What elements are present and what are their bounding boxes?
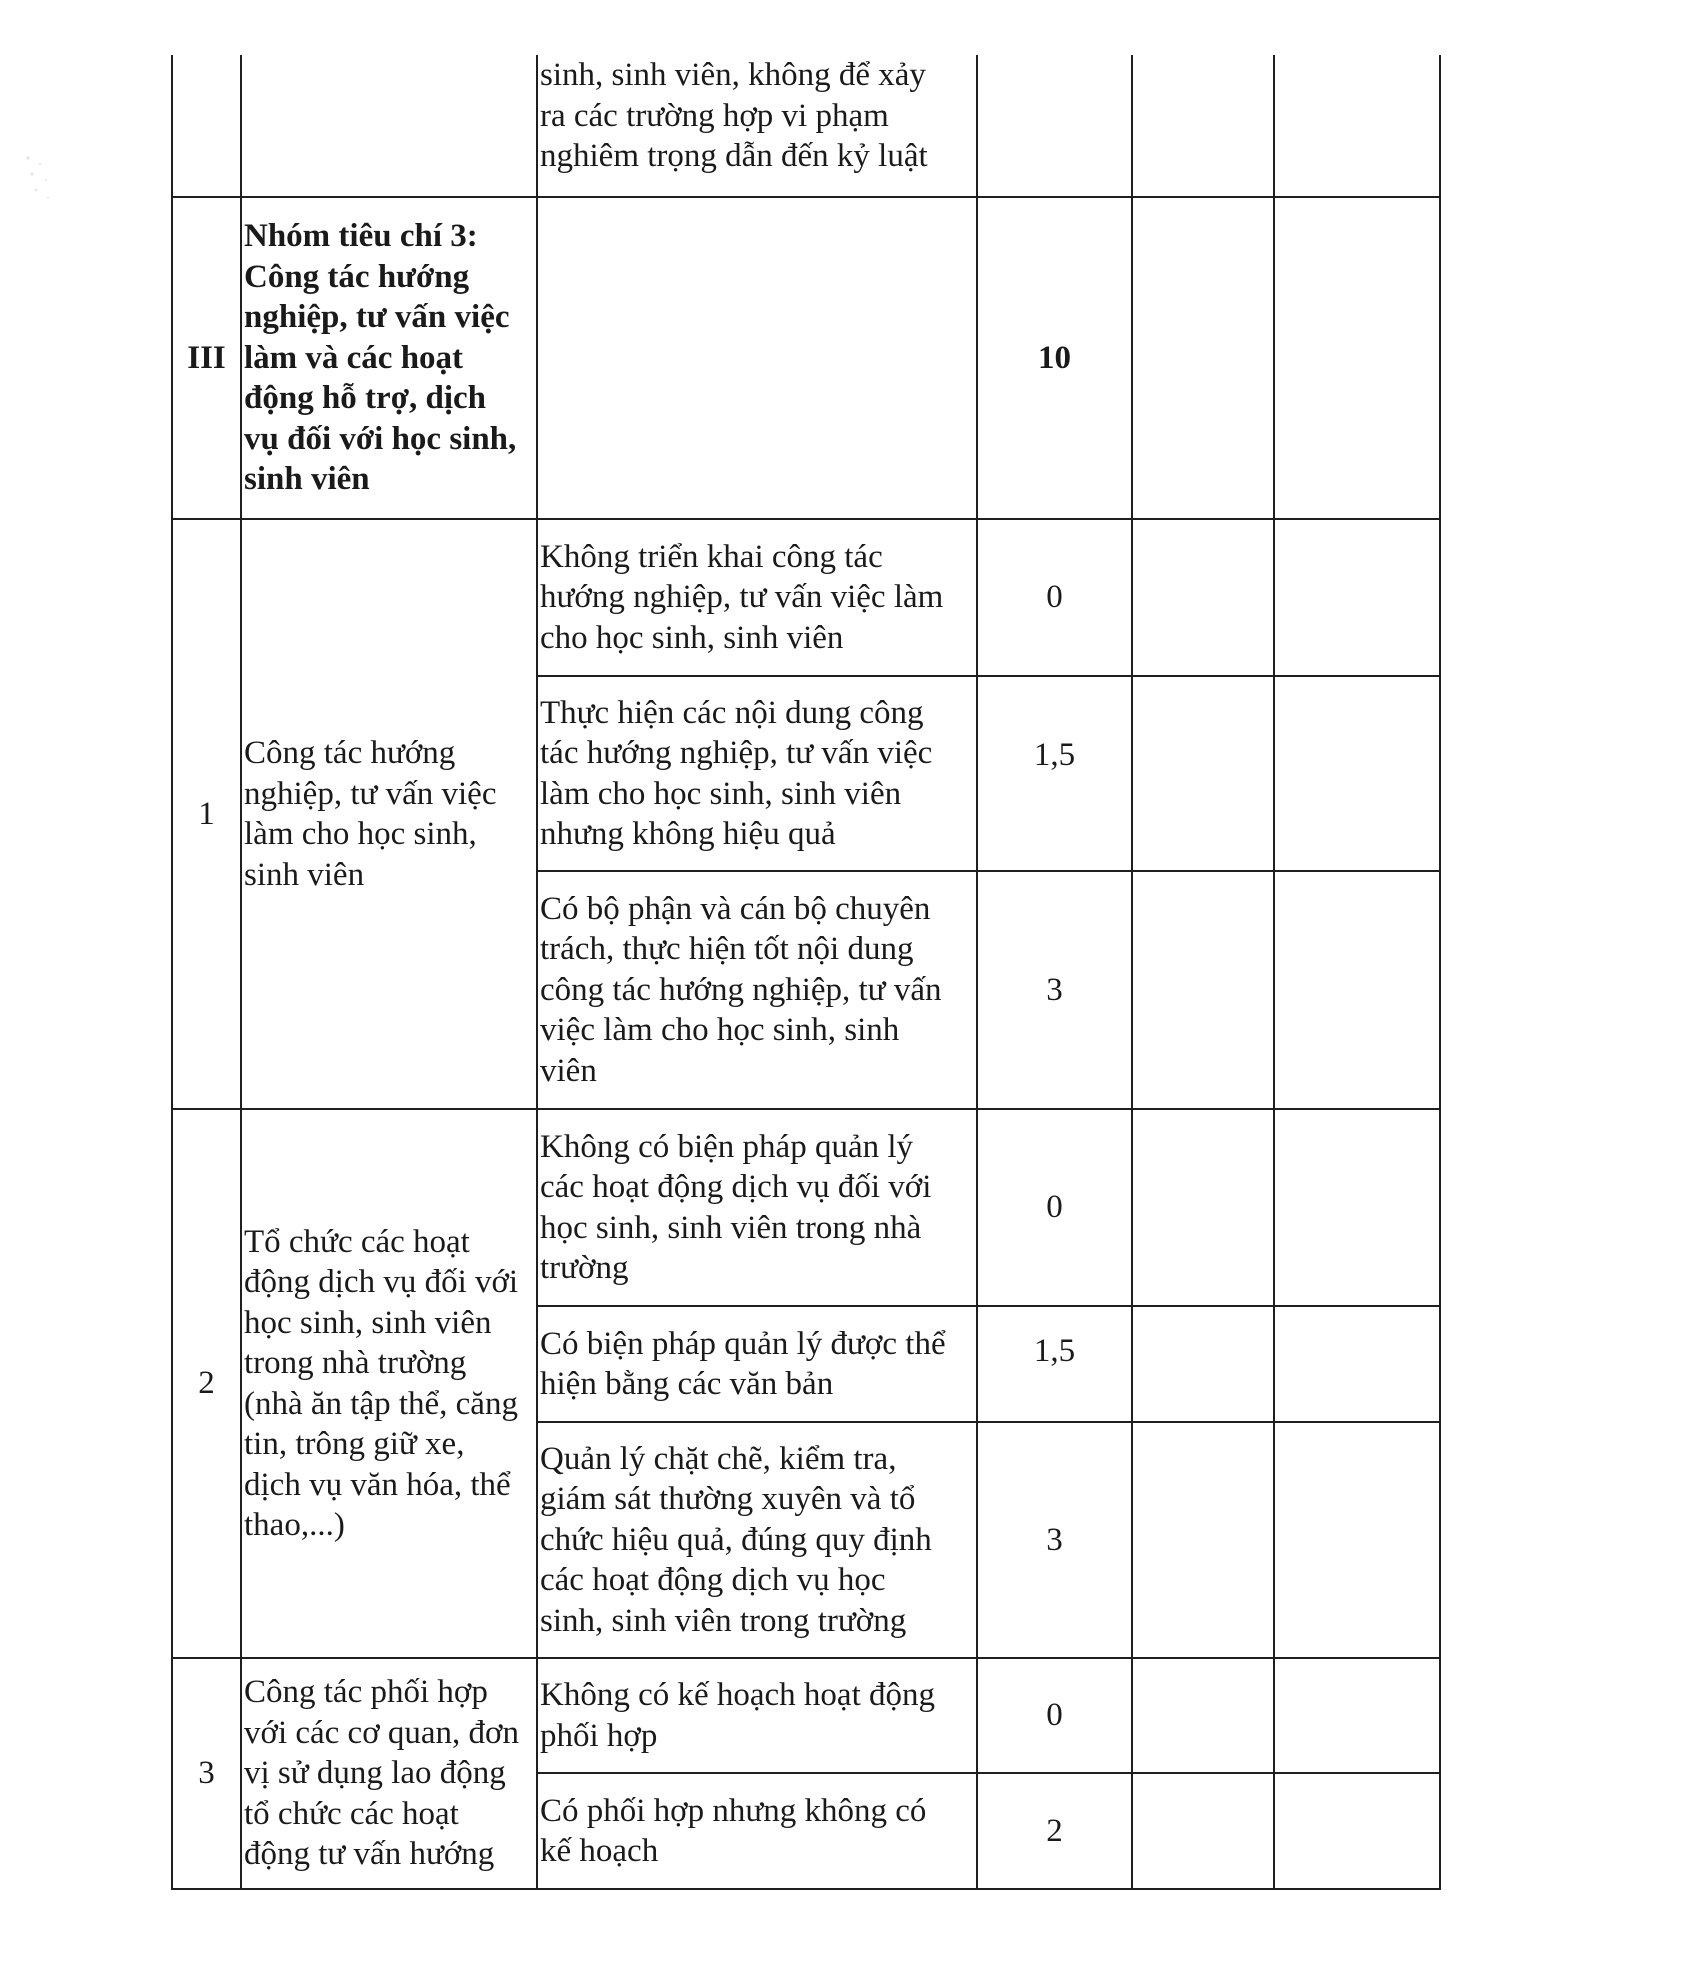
group-number: III [172, 197, 241, 519]
level-score: 3 [977, 1422, 1132, 1658]
description-line: học sinh, sinh viên trong nhà [540, 1209, 922, 1246]
item-title-line: tin, trông giữ xe, [244, 1426, 465, 1462]
level-description [537, 676, 977, 871]
level-description [537, 871, 977, 1109]
description-line: hướng nghiệp, tư vấn việc làm [540, 579, 944, 616]
self-score-cell [1132, 871, 1274, 1109]
reviewer-score-cell [1274, 1422, 1440, 1658]
description-line: Không có biện pháp quản lý [540, 1128, 914, 1165]
item-title-line: dịch vụ văn hóa, thể [244, 1466, 511, 1503]
level-score: 1,5 [977, 676, 1132, 871]
self-score-cell [1132, 519, 1274, 676]
item-number: 1 [172, 519, 241, 1109]
level-score: 0 [977, 519, 1132, 676]
level-score: 0 [977, 1658, 1132, 1773]
item-title [241, 519, 537, 1109]
self-score-cell [1132, 1658, 1274, 1773]
table-row-item-1-level-1 [172, 519, 1440, 676]
level-description [537, 55, 977, 197]
level-description [537, 519, 977, 676]
reviewer-score-cell [1274, 197, 1440, 519]
item-title-line: thao,...) [244, 1507, 345, 1543]
level-score: 0 [977, 1109, 1132, 1306]
reviewer-score-cell [1274, 1658, 1440, 1773]
reviewer-score-cell [1274, 1773, 1440, 1889]
description-line: các hoạt động dịch vụ đối với [540, 1169, 932, 1205]
level-score: 2 [977, 1773, 1132, 1889]
self-score-cell [1132, 1306, 1274, 1422]
description-line: sinh, sinh viên trong trường [540, 1602, 907, 1639]
reviewer-score-cell [1274, 1109, 1440, 1306]
description-line: trách, thực hiện tốt nội dung [540, 931, 914, 968]
item-title-line: (nhà ăn tập thể, căng [244, 1385, 518, 1422]
description-line: Không triển khai công tác [540, 538, 883, 575]
level-description [537, 1109, 977, 1306]
item-title [241, 1658, 537, 1889]
description-line: làm cho học sinh, sinh viên [540, 775, 902, 812]
item-title-line: với các cơ quan, đơn [244, 1714, 520, 1751]
self-score-cell [1132, 1422, 1274, 1658]
level-description [537, 1306, 977, 1422]
self-score-cell [1132, 676, 1274, 871]
table-row-item-3-level-1 [172, 1658, 1440, 1773]
description-line: chức hiệu quả, đúng quy định [540, 1521, 932, 1558]
group-title-line: sinh viên [244, 461, 370, 498]
description-line: các hoạt động dịch vụ học [540, 1562, 886, 1599]
description-line: tác hướng nghiệp, tư vấn việc [540, 735, 933, 771]
item-title-line: trong nhà trường [244, 1345, 467, 1381]
reviewer-score-cell [1274, 871, 1440, 1109]
scan-artifact-mark [18, 150, 58, 210]
description-line: phối hợp [540, 1717, 658, 1754]
description-line: viên [540, 1052, 597, 1089]
self-score-cell [1132, 1109, 1274, 1306]
level-description [537, 1422, 977, 1658]
description-line: nhưng không hiệu quả [540, 816, 836, 852]
level-description [537, 1773, 977, 1889]
description-line: ra các trường hợp vi phạm [540, 97, 889, 134]
group-title [241, 197, 537, 519]
item-number: 3 [172, 1658, 241, 1889]
group-title-line: nghiệp, tư vấn việc [244, 299, 510, 336]
self-score-cell [1132, 197, 1274, 519]
description-line: sinh, sinh viên, không để xảy [540, 57, 926, 93]
item-title-line: làm cho học sinh, [244, 816, 477, 852]
description-line: nghiêm trọng dẫn đến kỷ luật [540, 138, 928, 174]
self-score-cell [1132, 55, 1274, 197]
item-title-line: Tổ chức các hoạt [244, 1223, 470, 1260]
description-line: Có bộ phận và cán bộ chuyên [540, 890, 931, 927]
group-title-line: động hỗ trợ, dịch [244, 380, 486, 417]
description-line: Có phối hợp nhưng không có [540, 1792, 927, 1829]
level-score: 3 [977, 871, 1132, 1109]
group-max-score: 10 [977, 197, 1132, 519]
item-title-line: động tư vấn hướng [244, 1836, 495, 1873]
description-line: cho học sinh, sinh viên [540, 619, 844, 656]
reviewer-score-cell [1274, 1306, 1440, 1422]
description-line: việc làm cho học sinh, sinh [540, 1012, 900, 1049]
category-cell [241, 55, 537, 197]
item-title-line: tổ chức các hoạt [244, 1795, 459, 1832]
item-title-line: vị sử dụng lao động [244, 1755, 506, 1792]
item-title-line: sinh viên [244, 856, 365, 893]
item-title-line: học sinh, sinh viên [244, 1304, 492, 1341]
description-line: giám sát thường xuyên và tổ [540, 1481, 916, 1518]
level-description [537, 1658, 977, 1773]
description-line: Không có kế hoạch hoạt động [540, 1677, 935, 1713]
row-number-cell [172, 55, 241, 197]
reviewer-score-cell [1274, 519, 1440, 676]
reviewer-score-cell [1274, 676, 1440, 871]
level-score: 1,5 [977, 1306, 1132, 1422]
table-row-item-2-level-1 [172, 1109, 1440, 1306]
description-line: Thực hiện các nội dung công [540, 694, 924, 731]
criteria-table [171, 55, 1441, 1890]
description-line: công tác hướng nghiệp, tư vấn [540, 971, 942, 1008]
self-score-cell [1132, 1773, 1274, 1889]
description-line: Quản lý chặt chẽ, kiểm tra, [540, 1440, 897, 1477]
description-line: hiện bằng các văn bản [540, 1366, 834, 1402]
item-title [241, 1109, 537, 1658]
description-line: Có biện pháp quản lý được thể [540, 1325, 946, 1362]
table-row-continued [172, 55, 1440, 197]
reviewer-score-cell [1274, 55, 1440, 197]
item-title-line: động dịch vụ đối với [244, 1264, 519, 1300]
group-title-line: vụ đối với học sinh, [244, 420, 517, 457]
item-title-line: Công tác hướng [244, 735, 456, 771]
max-score-cell [977, 55, 1132, 197]
description-line: trường [540, 1250, 629, 1286]
description-line: kế hoạch [540, 1833, 659, 1869]
item-number: 2 [172, 1109, 241, 1658]
group-title-line: Nhóm tiêu chí 3: [244, 218, 478, 255]
group-title-line: Công tác hướng [244, 258, 470, 295]
item-title-line: Công tác phối hợp [244, 1674, 488, 1711]
group-title-line: làm và các hoạt [244, 339, 464, 376]
level-description [537, 197, 977, 519]
item-title-line: nghiệp, tư vấn việc [244, 775, 497, 812]
table-row-group-3 [172, 197, 1440, 519]
